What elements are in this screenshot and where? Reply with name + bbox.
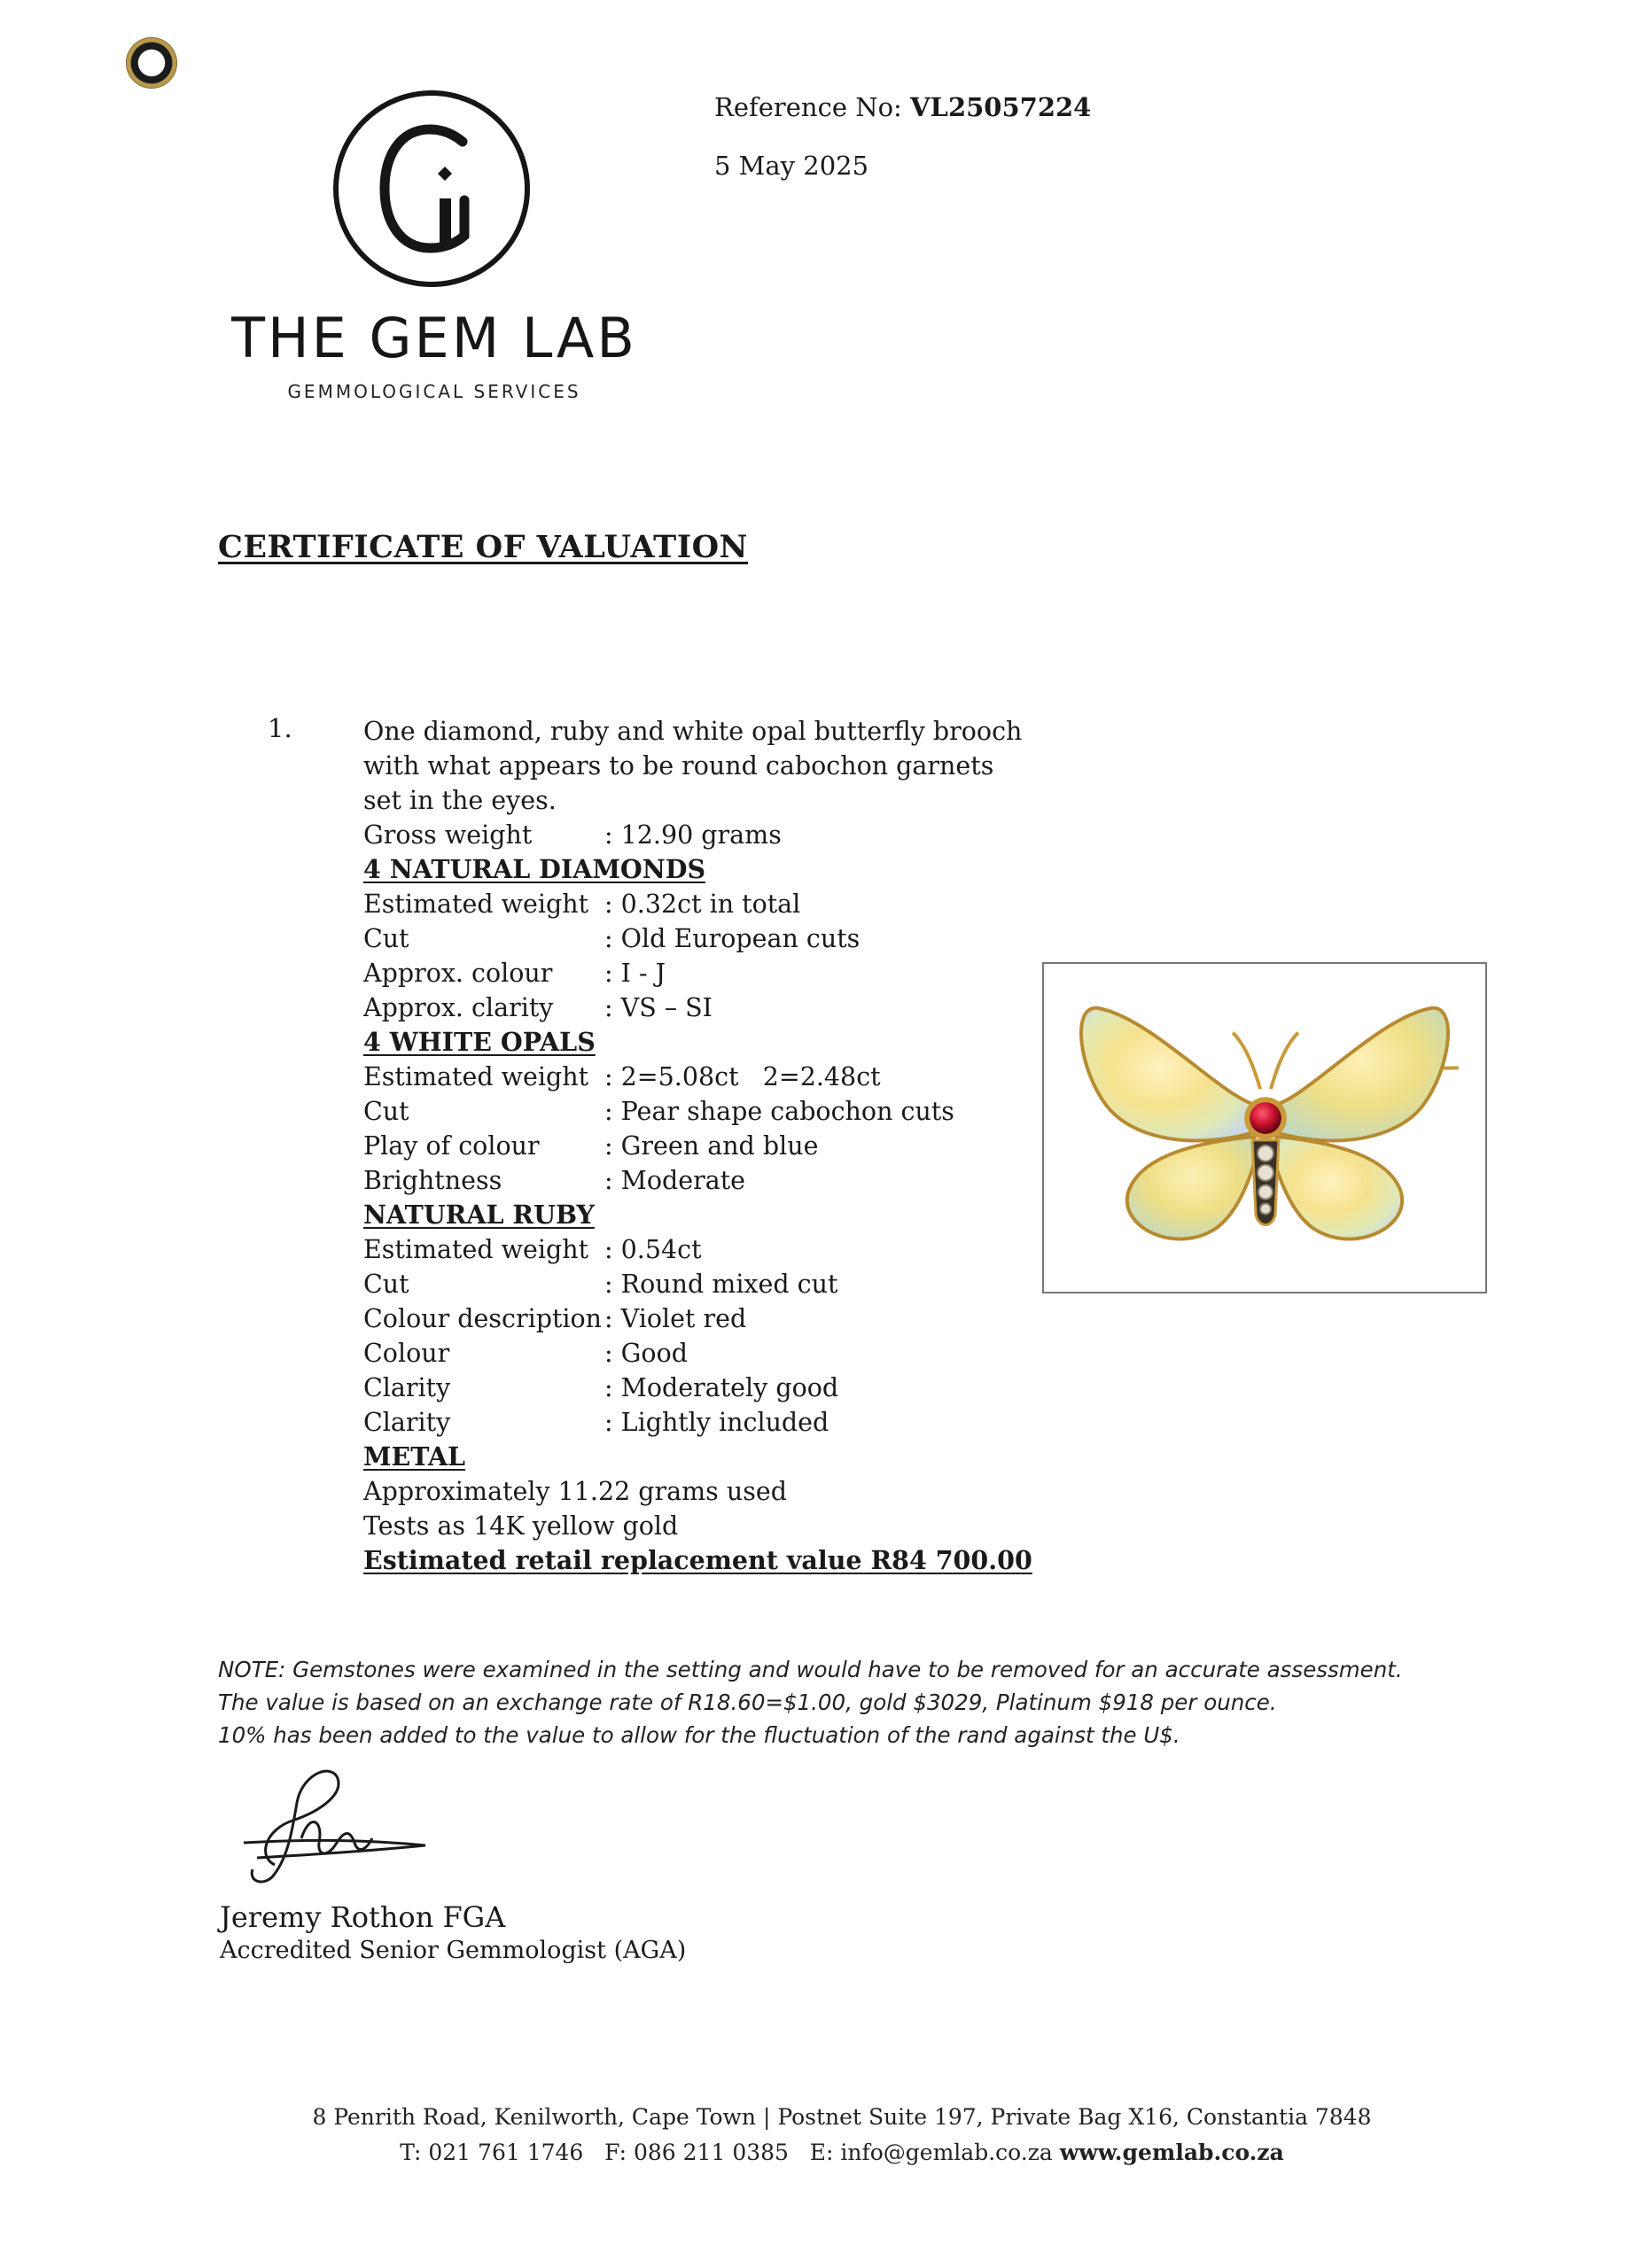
row-label: Approx. colour bbox=[363, 959, 553, 988]
spec-row bbox=[363, 1371, 1055, 1405]
description-line: One diamond, ruby and white opal butterfly brooch bbox=[363, 717, 1023, 746]
row-label: Clarity bbox=[363, 1373, 451, 1402]
row-value: : 0.32ct in total bbox=[604, 889, 801, 919]
note-line: 10% has been added to the value to allow for the fluctuation of the rand against the U$. bbox=[218, 1722, 1180, 1748]
item-details bbox=[363, 714, 1055, 1578]
reference-line bbox=[714, 92, 1091, 122]
footer bbox=[266, 2100, 1418, 2171]
signatory-title: Accredited Senior Gemmologist (AGA) bbox=[220, 1937, 687, 1964]
spec-row bbox=[363, 1301, 1055, 1336]
metal-line: Tests as 14K yellow gold bbox=[363, 1511, 679, 1541]
row-label: Colour bbox=[363, 1339, 450, 1368]
footer-address: 8 Penrith Road, Kenilworth, Cape Town | Postnet Suite 197, Private Bag X16, Constantia 7848 bbox=[312, 2104, 1372, 2130]
note-line: The value is based on an exchange rate of R18.60=$1.00, gold $3029, Platinum $918 per ounce. bbox=[218, 1689, 1277, 1715]
spec-row bbox=[363, 956, 1055, 990]
row-value: : 0.54ct bbox=[604, 1235, 702, 1264]
valuation-note bbox=[218, 1653, 1503, 1751]
row-label: Estimated weight bbox=[363, 889, 589, 919]
item-number: 1. bbox=[268, 713, 292, 743]
row-label: Cut bbox=[363, 1097, 409, 1126]
row-value: : Moderately good bbox=[604, 1373, 839, 1402]
row-label: Approx. clarity bbox=[363, 993, 554, 1022]
row-value: : Violet red bbox=[604, 1304, 747, 1333]
section-heading-metal: METAL bbox=[363, 1441, 466, 1472]
spec-row bbox=[363, 990, 1055, 1025]
row-value: : I - J bbox=[604, 959, 666, 988]
signatory-name: Jeremy Rothon FGA bbox=[220, 1900, 506, 1934]
note-line: NOTE: Gemstones were examined in the setting and would have to be removed for an accurate assessment. bbox=[218, 1657, 1403, 1682]
spec-row bbox=[363, 1163, 1055, 1198]
row-label: Cut bbox=[363, 924, 409, 953]
butterfly-brooch-image bbox=[1044, 964, 1485, 1292]
row-label: Cut bbox=[363, 1270, 409, 1299]
row-value: : Green and blue bbox=[604, 1131, 819, 1161]
reference-number: VL25057224 bbox=[910, 92, 1092, 122]
section-heading-ruby: NATURAL RUBY bbox=[363, 1200, 595, 1230]
spec-row bbox=[363, 1060, 1055, 1094]
estimated-value: Estimated retail replacement value R84 700.00 bbox=[363, 1545, 1032, 1575]
row-label: Brightness bbox=[363, 1166, 502, 1195]
row-value: : Lightly included bbox=[604, 1408, 829, 1437]
row-value: : Pear shape cabochon cuts bbox=[604, 1097, 954, 1126]
section-heading-opals: 4 WHITE OPALS bbox=[363, 1027, 596, 1057]
brooch-photo bbox=[1042, 962, 1487, 1293]
spec-row bbox=[363, 887, 1055, 921]
document-title: CERTIFICATE OF VALUATION bbox=[218, 529, 749, 565]
row-value: : Round mixed cut bbox=[604, 1270, 838, 1299]
row-value: : Old European cuts bbox=[604, 924, 861, 953]
spec-row bbox=[363, 1129, 1055, 1163]
spec-row bbox=[363, 1094, 1055, 1129]
spec-row bbox=[363, 921, 1055, 956]
punch-hole bbox=[126, 37, 177, 89]
row-label: Estimated weight bbox=[363, 1062, 589, 1091]
row-label: Gross weight bbox=[363, 820, 533, 850]
row-value: : VS – SI bbox=[604, 993, 713, 1022]
footer-contact-line bbox=[266, 2135, 1418, 2171]
spec-row bbox=[363, 1336, 1055, 1371]
row-label: Clarity bbox=[363, 1408, 451, 1437]
footer-website-link[interactable]: www.gemlab.co.za bbox=[1059, 2140, 1284, 2165]
row-value: : 12.90 grams bbox=[604, 820, 782, 850]
row-value: : Good bbox=[604, 1339, 688, 1368]
spec-row bbox=[363, 1267, 1055, 1301]
gem-lab-logo-icon bbox=[330, 87, 533, 291]
logo-tagline: GEMMOLOGICAL SERVICES bbox=[287, 381, 581, 402]
row-value: : Moderate bbox=[604, 1166, 746, 1195]
row-label: Colour description bbox=[363, 1304, 603, 1333]
gross-weight-row bbox=[363, 818, 1055, 852]
handwritten-signature bbox=[239, 1759, 434, 1891]
footer-contact: T: 021 761 1746 F: 086 211 0385 E: info@gemlab.co.za bbox=[400, 2140, 1053, 2165]
section-heading-diamonds: 4 NATURAL DIAMONDS bbox=[363, 854, 706, 884]
spec-row bbox=[363, 1405, 1055, 1440]
row-value: : 2=5.08ct 2=2.48ct bbox=[604, 1062, 881, 1091]
row-label: Play of colour bbox=[363, 1131, 540, 1161]
reference-label: Reference No: bbox=[714, 92, 902, 122]
certificate-date: 5 May 2025 bbox=[714, 151, 869, 181]
metal-line: Approximately 11.22 grams used bbox=[363, 1477, 787, 1506]
description-line: with what appears to be round cabochon garnets bbox=[363, 751, 994, 781]
description-line: set in the eyes. bbox=[363, 786, 557, 815]
logo-name: THE GEM LAB bbox=[231, 306, 637, 370]
spec-row bbox=[363, 1232, 1055, 1267]
row-label: Estimated weight bbox=[363, 1235, 589, 1264]
